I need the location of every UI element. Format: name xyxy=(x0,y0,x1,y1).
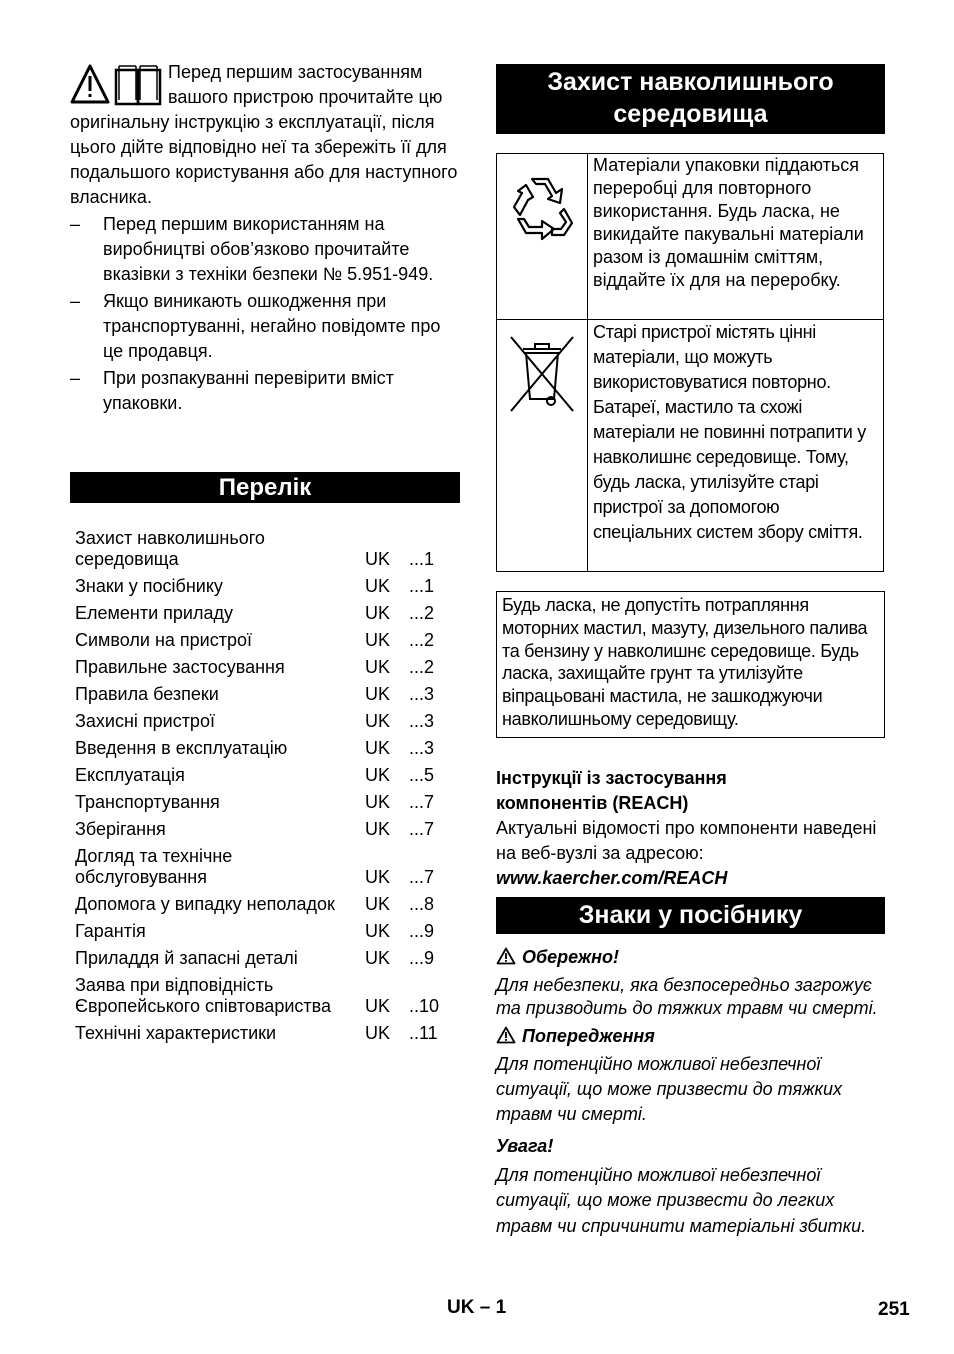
toc-lang: UK xyxy=(365,1023,391,1043)
toc-title: Знаки у посібнику xyxy=(75,576,223,596)
toc-page: ...3 xyxy=(409,738,435,758)
toc-lang: UK xyxy=(365,894,391,914)
warning-icon xyxy=(496,1026,516,1044)
footer-section: UK – 1 xyxy=(447,1297,507,1318)
toc-page: ...2 xyxy=(409,603,435,623)
toc-row[interactable] xyxy=(75,684,460,705)
toc-lang: UK xyxy=(365,738,391,758)
toc-row[interactable] xyxy=(75,630,460,651)
toc-title: Технічні характеристики xyxy=(75,1023,277,1043)
environment-heading: Захист навколишнього середовища xyxy=(496,64,885,134)
toc-lang: UK xyxy=(365,792,391,812)
toc-row[interactable] xyxy=(75,819,460,840)
toc-row[interactable] xyxy=(75,528,460,570)
crossed-bin-icon xyxy=(509,333,575,413)
toc-lang: UK xyxy=(365,630,391,650)
caution-text: Для потенційно можливої небезпечної ситуації, що може призвести до легких травм чи спричинити матеріальні збитки. xyxy=(496,1164,867,1236)
danger-text: Для небезпеки, яка безпосередньо загрожує та призводить до тяжких травм чи смерті. xyxy=(496,974,878,1018)
warning-text: Для потенційно можливої небезпечної ситуації, що може призвести до тяжких травм чи смерті. xyxy=(496,1054,842,1124)
toc-title: Транспортування xyxy=(75,792,220,812)
toc-title: Експлуатація xyxy=(75,765,185,785)
toc-lang: UK xyxy=(365,711,391,731)
warning-icon xyxy=(496,947,516,965)
toc-title: Захисні пристрої xyxy=(75,711,215,731)
toc-row[interactable] xyxy=(75,711,460,732)
toc-page: ...3 xyxy=(409,684,435,704)
toc-row[interactable] xyxy=(75,948,460,969)
toc-page: ...7 xyxy=(409,819,435,839)
toc-page: ...2 xyxy=(409,657,435,677)
signs-heading: Знаки у посібнику xyxy=(496,897,885,934)
toc-lang: UK xyxy=(365,867,391,887)
toc-heading: Перелік xyxy=(70,472,460,503)
toc-row[interactable] xyxy=(75,657,460,678)
toc-page: ...2 xyxy=(409,630,435,650)
toc-title: Догляд та технічне обслуговування xyxy=(75,846,233,887)
toc-title: Приладдя й запасні деталі xyxy=(75,948,298,968)
toc-lang: UK xyxy=(365,948,391,968)
toc-page: ...3 xyxy=(409,711,435,731)
list-item: – Перед першим використанням на виробництві обов’язково прочитайте вказівки з техніки безпеки № 5.951-949. xyxy=(70,212,460,287)
toc-title: Зберігання xyxy=(75,819,166,839)
toc-row[interactable] xyxy=(75,765,460,786)
toc-title: Заява при відповідність Європейського співтовариства xyxy=(75,975,331,1016)
toc-row[interactable] xyxy=(75,603,460,624)
reach-url[interactable]: www.kaercher.com/REACH xyxy=(496,868,728,888)
toc-page: ..10 xyxy=(409,996,440,1016)
warning-manual-icon xyxy=(70,62,162,108)
toc-page: ...7 xyxy=(409,867,435,887)
toc-lang: UK xyxy=(365,549,391,569)
toc-page: ...7 xyxy=(409,792,435,812)
toc-page: ...9 xyxy=(409,921,435,941)
toc-page: ...1 xyxy=(409,576,435,596)
list-item: – При розпакуванні перевірити вміст упаковки. xyxy=(70,366,460,416)
toc-title: Елементи приладу xyxy=(75,603,233,623)
recycle-icon xyxy=(502,167,582,247)
toc-page: ..11 xyxy=(409,1023,438,1043)
intro-bullets xyxy=(70,212,460,416)
list-item: – Якщо виникають ошкодження при транспортуванні, негайно повідомте про це продавця. xyxy=(70,289,460,364)
toc-lang: UK xyxy=(365,576,391,596)
toc-title: Введення в експлуатацію xyxy=(75,738,288,758)
page-number: 251 xyxy=(878,1299,910,1320)
signs-section xyxy=(496,946,886,1243)
old-devices-text: Старі пристрої містять цінні матеріали, що можуть використовуватися повторно. Батареї, мастило та схожі матеріали не повинні потрапити у навколишнє середовище. Тому, будь ласка, утилізуйте старі пристрої за допомогою спеціальних систем збору сміття. xyxy=(588,320,884,572)
toc-lang: UK xyxy=(365,684,391,704)
toc-row[interactable] xyxy=(75,792,460,813)
toc-row[interactable] xyxy=(75,894,460,915)
toc-row[interactable] xyxy=(75,975,460,1017)
toc-title: Гарантія xyxy=(75,921,146,941)
toc-page: ...8 xyxy=(409,894,435,914)
toc-page: ...9 xyxy=(409,948,435,968)
toc-lang: UK xyxy=(365,657,391,677)
reach-section xyxy=(496,766,886,891)
toc-row[interactable] xyxy=(75,921,460,942)
toc-row[interactable] xyxy=(75,738,460,759)
toc-lang: UK xyxy=(365,819,391,839)
reach-text: Актуальні відомості про компоненти наведені на веб-вузлі за адресою: xyxy=(496,818,877,863)
toc-lang: UK xyxy=(365,603,391,623)
intro-paragraph: Перед першим застосуванням вашого пристрою прочитайте цю оригінальну інструкцію з експлуатації, після цього дійте відповідно неї та збережіть її для подальшого користування або для наступного власника. xyxy=(70,62,458,207)
toc-title: Правильне застосування xyxy=(75,657,285,677)
intro-section xyxy=(70,60,460,418)
packaging-text: Матеріали упаковки піддаються переробці для повторного використання. Будь ласка, не викидайте пакувальні матеріали разом із домашнім сміттям, віддайте їх для на переробку. xyxy=(588,154,884,320)
oil-notice: Будь ласка, не допустіть потрапляння моторних мастил, мазуту, дизельного палива та бензину у навколишнє середовище. Будь ласка, захищайте грунт та утилізуйте віпрацьовані мастила, не зашкоджуючи навколишньому середовищу. xyxy=(496,591,885,738)
reach-title: Інструкції із застосування компонентів (REACH) xyxy=(496,768,727,813)
toc-title: Допомога у випадку неполадок xyxy=(75,894,335,914)
danger-label: Обережно! xyxy=(522,947,620,967)
warning-label: Попередження xyxy=(522,1025,655,1046)
toc-title: Правила безпеки xyxy=(75,684,219,704)
toc-lang: UK xyxy=(365,921,391,941)
toc-title: Захист навколишнього середовища xyxy=(75,528,265,569)
toc-row[interactable] xyxy=(75,1023,460,1044)
toc-row[interactable] xyxy=(75,576,460,597)
toc-title: Символи на пристрої xyxy=(75,630,252,650)
table-of-contents xyxy=(75,528,460,1050)
caution-label: Увага! xyxy=(496,1136,554,1156)
environment-table xyxy=(496,153,884,572)
toc-lang: UK xyxy=(365,765,391,785)
toc-page: ...5 xyxy=(409,765,435,785)
toc-lang: UK xyxy=(365,996,391,1016)
toc-row[interactable] xyxy=(75,846,460,888)
toc-page: ...1 xyxy=(409,549,435,569)
